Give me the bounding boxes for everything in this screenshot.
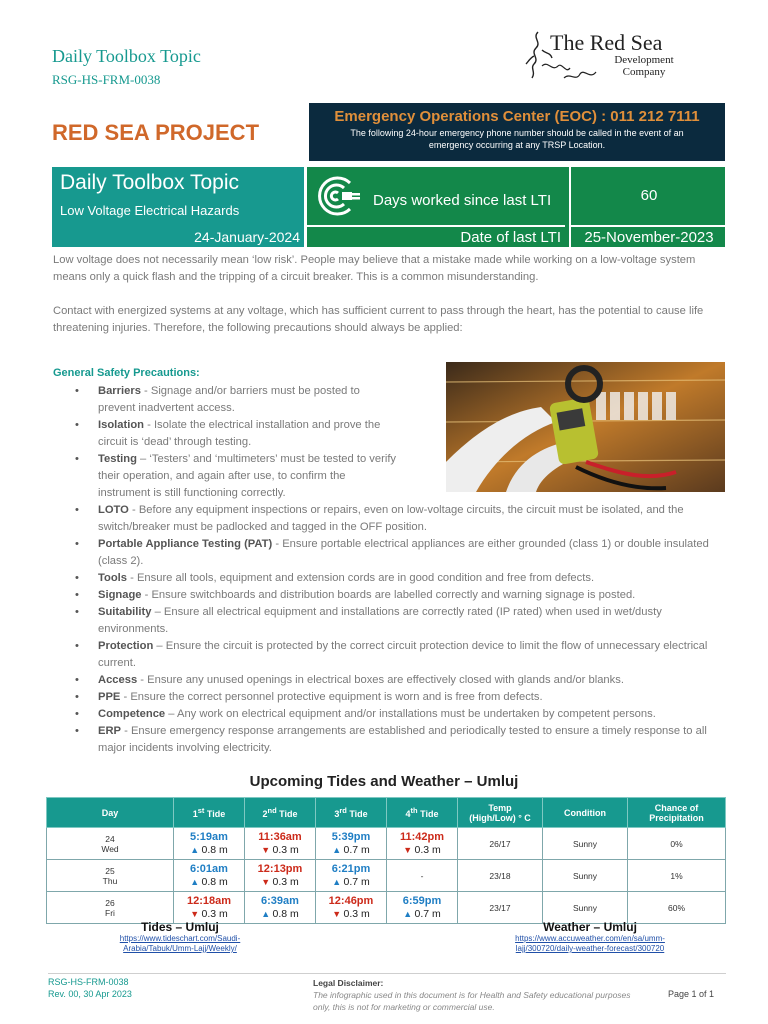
tide-high-arrow-icon: ▲ [332, 845, 342, 855]
tide-cell [174, 828, 245, 860]
tide-cell [245, 892, 316, 924]
logo-text: The Red Sea [550, 30, 663, 55]
tide-time: 12:18am [186, 895, 232, 907]
tide-high-arrow-icon: ▲ [190, 877, 200, 887]
tide-cell [174, 860, 245, 892]
tide-height: 0.7 m [414, 908, 441, 920]
intro-paragraph: Contact with energized systems at any voltage, which has sufficient current to pass through the heart, has the potential to cause life threatening injuries. Therefore, the following precautions should always be applied: [53, 305, 704, 334]
column-header: Temp (High/Low) ° C [458, 798, 543, 828]
table-row [47, 860, 726, 892]
eoc-panel [309, 103, 725, 161]
topic-title: Daily Toolbox Topic [60, 171, 239, 194]
list-item: • Tools - Ensure all tools, equipment and extension cords are in good condition and free from defects. [53, 570, 725, 587]
safety-plug-icon [312, 173, 364, 219]
tide-cell [174, 892, 245, 924]
document-title: Daily Toolbox Topic [52, 46, 201, 66]
topic-subtitle: Low Voltage Electrical Hazards [60, 203, 240, 218]
column-header: Day [47, 798, 174, 828]
tide-height: 0.7 m [343, 844, 370, 856]
tide-high-arrow-icon: ▲ [190, 845, 200, 855]
project-name: RED SEA PROJECT [52, 120, 260, 145]
tide-cell [387, 892, 458, 924]
logo-subtext: Development Company [614, 54, 674, 78]
tide-height: 0.3 m [343, 908, 370, 920]
list-item: • LOTO - Before any equipment inspections or repairs, even on low-voltage circuits, the circuit must be isolated, and the switch/breaker must be padlocked and tagged in the OFF position. [53, 502, 725, 536]
tide-time: 12:13pm [257, 863, 303, 875]
temp-cell: 23/17 [458, 892, 543, 924]
tide-height: 0.8 m [201, 876, 228, 888]
precautions-list [53, 383, 725, 757]
tide-cell [316, 860, 387, 892]
tide-high-arrow-icon: ▲ [261, 909, 271, 919]
precip-cell: 60% [628, 892, 726, 924]
tide-height: 0.8 m [201, 844, 228, 856]
list-item: • Isolation - Isolate the electrical installation and prove the circuit is ‘dead’ through testing. [53, 417, 398, 451]
tide-high-arrow-icon: ▲ [332, 877, 342, 887]
weather-source [500, 920, 680, 954]
weather-source-link[interactable]: https://www.accuweather.com/en/sa/umm- lajj/300720/daily-weather-forecast/300720 [515, 934, 665, 953]
precip-cell: 0% [628, 828, 726, 860]
precip-cell: 1% [628, 860, 726, 892]
intro-paragraph: Low voltage does not necessarily mean ‘low risk’. People may believe that a mistake made while working on a low-voltage system means only a quick flash and the tripping of a circuit breaker. This is a common misunderstanding. [53, 254, 696, 283]
table-row [47, 892, 726, 924]
column-header: 1st Tide [174, 798, 245, 828]
legal-disclaimer: Legal Disclaimer: The infographic used in this document is for Health and Safety educational purposes only, this is not for marketing or commercial use. [313, 978, 631, 1012]
tide-time: 6:59pm [402, 895, 442, 907]
document-code: RSG-HS-FRM-0038 [52, 72, 161, 87]
page-number: Page 1 of 1 [668, 989, 715, 999]
topic-date: 24-January-2024 [194, 229, 300, 245]
list-item: • Testing – ‘Testers’ and ‘multimeters’ must be tested to verify their operation, and again after use, to confirm the instrument is still functioning correctly. [53, 451, 398, 502]
temp-cell: 23/18 [458, 860, 543, 892]
tide-time: 5:19am [190, 831, 228, 843]
last-lti-date-label: Date of last LTI [307, 225, 565, 247]
eoc-title: Emergency Operations Center (EOC) : 011 212 7111 [334, 108, 700, 125]
tide-low-arrow-icon: ▼ [332, 909, 342, 919]
table-row [47, 828, 726, 860]
weather-source-title: Weather – Umluj [543, 920, 637, 934]
tide-height: 0.3 m [414, 844, 441, 856]
column-header: Condition [543, 798, 628, 828]
tides-source-link[interactable]: https://www.tideschart.com/Saudi- Arabia/Tabuk/Umm-Lajj/Weekly/ [119, 934, 241, 953]
column-header: Chance of Precipitation [628, 798, 726, 828]
column-header: 4th Tide [387, 798, 458, 828]
tide-low-arrow-icon: ▼ [261, 845, 271, 855]
tide-cell [387, 860, 458, 892]
tide-cell [316, 892, 387, 924]
footer-divider [48, 973, 726, 974]
eoc-description: The following 24-hour emergency phone number should be called in the event of an emergency occurring at any TRSP Location. [350, 128, 684, 150]
list-item: • Signage - Ensure switchboards and distribution boards are labelled correctly and warning signage is posted. [53, 587, 725, 604]
tide-height: 0.3 m [272, 876, 299, 888]
tides-source [100, 920, 260, 954]
list-item: • Portable Appliance Testing (PAT) - Ensure portable electrical appliances are either grounded (class 1) or double insulated (class 2). [53, 536, 725, 570]
footer-code: RSG-HS-FRM-0038 Rev. 00, 30 Apr 2023 [48, 977, 132, 999]
days-since-lti-value: 60 [569, 167, 727, 225]
list-item: • Access - Ensure any unused openings in electrical boxes are effectively closed with glands and/or blanks. [53, 672, 725, 689]
tide-height: 0.3 m [272, 844, 299, 856]
tide-time: - [420, 870, 424, 881]
list-item: • Barriers - Signage and/or barriers must be posted to prevent inadvertent access. [53, 383, 398, 417]
tide-low-arrow-icon: ▼ [403, 845, 413, 855]
day-cell: 25 Thu [47, 860, 174, 892]
lti-panel [307, 167, 725, 247]
tide-time: 12:46pm [328, 895, 374, 907]
column-header: 3rd Tide [316, 798, 387, 828]
table-header-row [47, 798, 726, 828]
list-item: • Competence – Any work on electrical equipment and/or installations must be undertaken by competent persons. [53, 706, 725, 723]
logo-coastline-icon [540, 56, 602, 84]
tide-low-arrow-icon: ▼ [261, 877, 271, 887]
tide-time: 11:42pm [399, 831, 445, 843]
list-item: • PPE - Ensure the correct personnel protective equipment is worn and is free from defects. [53, 689, 725, 706]
tide-cell [245, 860, 316, 892]
tide-cell [245, 828, 316, 860]
condition-cell: Sunny [543, 828, 628, 860]
tide-height: 0.7 m [343, 876, 370, 888]
tide-cell [316, 828, 387, 860]
tide-time: 6:39am [261, 895, 299, 907]
condition-cell: Sunny [543, 860, 628, 892]
column-header: 2nd Tide [245, 798, 316, 828]
list-item: • Protection – Ensure the circuit is protected by the correct circuit protection device to limit the flow of unnecessary electrical current. [53, 638, 725, 672]
tide-time: 6:01am [190, 863, 228, 875]
day-cell: 26 Fri [47, 892, 174, 924]
condition-cell: Sunny [543, 892, 628, 924]
temp-cell: 26/17 [458, 828, 543, 860]
tides-table [46, 797, 726, 924]
tide-height: 0.3 m [201, 908, 228, 920]
tide-high-arrow-icon: ▲ [403, 909, 413, 919]
last-lti-date-value: 25-November-2023 [569, 225, 727, 249]
day-cell: 24 Wed [47, 828, 174, 860]
tide-time: 6:21pm [331, 863, 371, 875]
topic-panel [52, 167, 304, 247]
precautions-heading: General Safety Precautions: [53, 367, 200, 379]
tide-height: 0.8 m [272, 908, 299, 920]
tide-cell [387, 828, 458, 860]
tide-time: 11:36am [258, 831, 302, 843]
tides-source-title: Tides – Umluj [141, 920, 219, 934]
list-item: • ERP - Ensure emergency response arrangements are established and periodically tested to ensure a timely response to all major incidents involving electricity. [53, 723, 725, 757]
tides-weather-title: Upcoming Tides and Weather – Umluj [249, 773, 519, 790]
tide-time: 5:39pm [331, 831, 371, 843]
tide-low-arrow-icon: ▼ [190, 909, 200, 919]
list-item: • Suitability – Ensure all electrical equipment and installations are correctly rated (IP rated) when used in wet/dusty environments. [53, 604, 725, 638]
days-since-lti-label: Days worked since last LTI [373, 192, 552, 209]
